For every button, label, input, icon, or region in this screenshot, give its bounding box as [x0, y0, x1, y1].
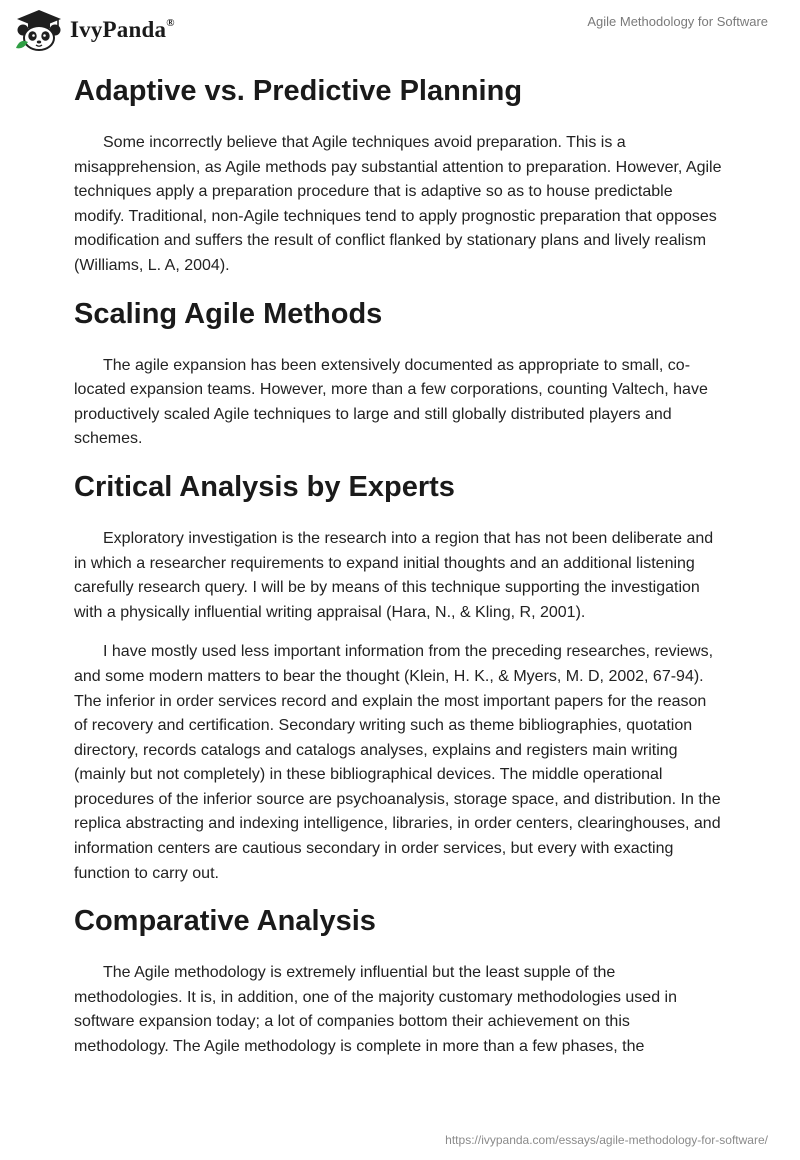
paragraph: Some incorrectly believe that Agile techniques avoid preparation. This is a misapprehension, as Agile methods pay substantial attention to preparation. However, Agile techniques apply a preparation procedure that is adaptive so as to house predictable modify. Traditional, non-Agile techniques tend to apply prognostic preparation that opposes modification and suffers the result of conflict flanked by stationary plans and lively realism (Williams, L. A, 2004). — [74, 134, 722, 274]
paragraph: Exploratory investigation is the research into a region that has not been deliberate and in which a researcher requirements to expand initial thoughts and an additional listening carefully research query. I will be by means of this technique supporting the investigation with a physically influential writing appraisal (Hara, N., & Kling, R, 2001). — [74, 529, 714, 621]
paragraph: The agile expansion has been extensively documented as appropriate to small, co-located expansion teams. However, more than a few corporations, counting Valtech, have productively scaled Agile techniques to large and still globally distributed players and schemes. — [74, 356, 708, 448]
page-header — [0, 0, 800, 60]
running-title: Agile Methodology for Software — [587, 14, 768, 29]
section-heading: Critical Analysis by Experts — [74, 470, 455, 503]
section-heading: Comparative Analysis — [74, 905, 376, 938]
panda-graduate-icon — [14, 8, 64, 52]
section-heading: Adaptive vs. Predictive Planning — [74, 75, 523, 107]
site-logo[interactable] — [14, 8, 175, 52]
paragraph: The Agile methodology is extremely influential but the least supple of the methodologies. It is, in addition, one of the majority customary methodologies used in software expansion today; a lot of companies bottom their achievement on this methodology. The Agile methodology is complete in more than a few phases, the — [74, 964, 677, 1056]
section-heading: Scaling Agile Methods — [74, 297, 383, 330]
essay-content — [74, 72, 724, 1060]
source-url[interactable]: https://ivypanda.com/essays/agile-methodology-for-software/ — [445, 1133, 768, 1147]
paragraph: I have mostly used less important information from the preceding researches, reviews, and some modern matters to bear the thought (Klein, H. K., & Myers, M. D, 2002, 67-94). The inferior in order services record and explain the most important papers for the reason of recovery and certification. Secondary writing such as theme bibliographies, quotation directory, records catalogs and catalogs analyses, explains and registers main writing (mainly but not completely) in these bibliographical devices. The middle operational procedures of the inferior source are psychoanalysis, storage space, and distribution. In the replica abstracting and indexing intelligence, libraries, in order centers, clearinghouses, and information centers are cautious secondary in order services, but every with exacting function to carry out. — [74, 643, 721, 882]
logo-wordmark: IvyPanda® — [70, 17, 175, 42]
